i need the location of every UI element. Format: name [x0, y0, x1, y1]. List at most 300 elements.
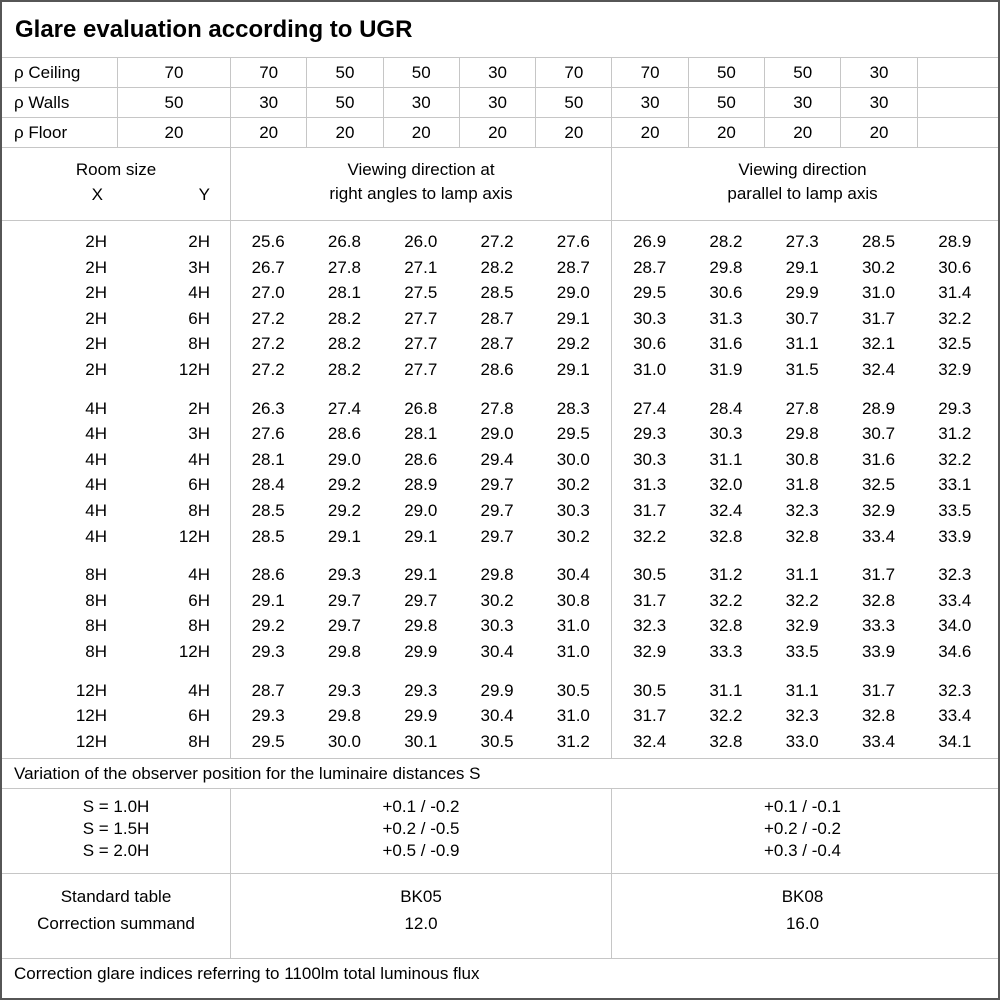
parallel-group-header: [611, 148, 993, 220]
ugr-value-right-angle: 27.8: [480, 398, 514, 418]
ugr-value-right-angle: 27.7: [404, 308, 438, 328]
ugr-value-parallel: 32.2: [709, 706, 743, 726]
ugr-value-right-angle: 27.6: [251, 424, 285, 444]
ugr-value-right-angle: 29.1: [404, 565, 438, 585]
filler-cell: [993, 331, 998, 357]
ugr-value-right-angle: 28.2: [327, 334, 361, 354]
ugr-value-right-angle: 28.5: [251, 500, 285, 520]
ugr-value-right-angle: 29.5: [556, 424, 590, 444]
ugr-value-parallel: 32.9: [938, 359, 972, 379]
reflectance-value: 50: [117, 88, 230, 117]
ugr-value-parallel: 32.2: [938, 308, 972, 328]
ugr-value-parallel: 32.8: [861, 706, 896, 726]
ugr-value-right-angle: 29.2: [556, 334, 590, 354]
ugr-row: [2, 280, 998, 306]
filler-cell: [993, 613, 998, 639]
ugr-value-parallel: 30.7: [861, 424, 896, 444]
room-size-x: 4H: [85, 475, 107, 495]
ugr-value-parallel: 31.7: [861, 565, 896, 585]
ugr-value-parallel: 32.5: [861, 475, 896, 495]
ugr-value-parallel: 30.3: [633, 308, 667, 328]
ugr-value-parallel: 33.4: [938, 706, 972, 726]
ugr-value-right-angle: 27.2: [480, 232, 514, 251]
room-size-y: 6H: [188, 706, 210, 726]
reflectance-value: 30: [764, 88, 840, 117]
ugr-value-right-angle: 30.2: [556, 526, 590, 546]
ugr-value-right-angle: 28.1: [327, 283, 361, 303]
ugr-value-right-angle: 25.6: [251, 232, 285, 251]
room-size-x: 12H: [75, 731, 107, 751]
ugr-value-parallel: 32.0: [709, 475, 743, 495]
variation-value: +0.1 / -0.2: [382, 797, 460, 817]
room-size-header: [2, 148, 230, 220]
ugr-value-right-angle: 30.0: [327, 731, 361, 751]
room-size-y: 3H: [188, 257, 210, 277]
room-size-y: 6H: [188, 475, 210, 495]
filler-cell: [917, 58, 993, 87]
ugr-row: [2, 524, 998, 550]
reflectance-value: 30: [383, 88, 459, 117]
ugr-value-right-angle: 31.0: [556, 641, 590, 661]
ugr-value-right-angle: 29.2: [327, 475, 361, 495]
ugr-row: [2, 229, 998, 255]
ugr-value-right-angle: 27.0: [251, 283, 285, 303]
filler-cell: [993, 421, 998, 447]
right-angle-group-header: [230, 148, 611, 220]
ugr-value-parallel: 30.6: [938, 257, 972, 277]
ugr-value-right-angle: 29.0: [480, 424, 514, 444]
ugr-value-parallel: 32.8: [709, 616, 743, 636]
ugr-value-right-angle: 29.7: [327, 590, 361, 610]
block-spacer: [2, 549, 998, 562]
page-title: Glare evaluation according to UGR: [2, 2, 998, 58]
ugr-value-right-angle: 29.9: [480, 680, 514, 700]
room-size-y: 4H: [188, 565, 210, 585]
ugr-value-parallel: 31.1: [785, 565, 819, 585]
ugr-value-right-angle: 28.1: [404, 424, 438, 444]
ugr-row: [2, 421, 998, 447]
filler-cell: [993, 148, 998, 220]
ugr-value-right-angle: 28.7: [251, 680, 285, 700]
ugr-value-parallel: 32.4: [709, 500, 743, 520]
ugr-value-parallel: 32.8: [709, 526, 743, 546]
x-column-header: X: [91, 185, 103, 204]
ugr-value-parallel: 33.5: [785, 641, 819, 661]
ugr-value-right-angle: 28.4: [251, 475, 285, 495]
reflectance-value: 50: [764, 58, 840, 87]
reflectance-value: 20: [459, 118, 535, 147]
ugr-value-parallel: 29.3: [938, 398, 972, 418]
ugr-value-right-angle: 27.6: [556, 232, 590, 251]
ugr-value-parallel: 27.8: [785, 398, 819, 418]
ugr-value-right-angle: 26.8: [404, 398, 438, 418]
ugr-value-right-angle: 27.1: [404, 257, 438, 277]
filler-cell: [993, 588, 998, 614]
correction-summand-value: 16.0: [785, 914, 820, 934]
ugr-value-parallel: 31.2: [938, 424, 972, 444]
room-size-y: 2H: [188, 232, 210, 251]
reflectance-value: 30: [459, 88, 535, 117]
ugr-value-right-angle: 30.2: [480, 590, 514, 610]
ugr-value-right-angle: 28.7: [480, 308, 514, 328]
room-size-y: 6H: [188, 308, 210, 328]
room-size-y: 12H: [178, 526, 210, 546]
ugr-value-right-angle: 28.6: [327, 424, 361, 444]
ugr-value-right-angle: 27.2: [251, 308, 285, 328]
ugr-value-parallel: 30.5: [633, 680, 667, 700]
reflectance-value: 20: [383, 118, 459, 147]
ugr-value-right-angle: 28.6: [404, 449, 438, 469]
column-divider: [230, 221, 231, 758]
room-size-y: 4H: [188, 449, 210, 469]
ugr-value-parallel: 31.6: [861, 449, 896, 469]
ugr-value-parallel: 32.3: [938, 565, 972, 585]
ugr-value-right-angle: 29.3: [251, 641, 285, 661]
room-size-x: 4H: [85, 500, 107, 520]
room-size-x: 2H: [85, 232, 107, 251]
ugr-value-parallel: 30.2: [861, 257, 896, 277]
ugr-value-parallel: 31.7: [633, 500, 667, 520]
reflectance-value: 20: [688, 118, 764, 147]
room-size-y: 3H: [188, 424, 210, 444]
ugr-value-parallel: 28.7: [633, 257, 667, 277]
reflectance-value: 20: [306, 118, 382, 147]
ugr-value-parallel: 29.1: [785, 257, 819, 277]
ugr-value-right-angle: 29.8: [480, 565, 514, 585]
ugr-value-right-angle: 27.2: [251, 334, 285, 354]
ugr-value-parallel: 32.2: [938, 449, 972, 469]
ugr-value-parallel: 32.4: [861, 359, 896, 379]
room-size-x: 4H: [85, 424, 107, 444]
ugr-value-parallel: 30.8: [785, 449, 819, 469]
ugr-value-parallel: 29.5: [633, 283, 667, 303]
room-size-x: 4H: [85, 526, 107, 546]
group-header-line: right angles to lamp axis: [329, 184, 513, 203]
ugr-value-right-angle: 29.4: [480, 449, 514, 469]
reflectance-value: 50: [688, 58, 764, 87]
filler-cell: [993, 729, 998, 755]
ugr-value-parallel: 32.3: [785, 500, 819, 520]
correction-summand-value: 12.0: [404, 914, 438, 934]
ugr-row: [2, 357, 998, 383]
ugr-value-right-angle: 29.7: [480, 475, 514, 495]
reflectance-value: 50: [688, 88, 764, 117]
ugr-value-parallel: 29.9: [785, 283, 819, 303]
filler-cell: [993, 229, 998, 255]
ugr-value-right-angle: 29.2: [251, 616, 285, 636]
ugr-value-right-angle: 27.8: [327, 257, 361, 277]
ugr-value-parallel: 31.6: [709, 334, 743, 354]
ugr-value-right-angle: 29.3: [327, 565, 361, 585]
ugr-value-parallel: 34.0: [938, 616, 972, 636]
filler-cell: [993, 357, 998, 383]
reflectance-value: 20: [230, 118, 306, 147]
ugr-value-right-angle: 29.8: [327, 641, 361, 661]
ugr-value-right-angle: 29.7: [404, 590, 438, 610]
ugr-value-parallel: 30.3: [709, 424, 743, 444]
ugr-value-parallel: 31.9: [709, 359, 743, 379]
ugr-value-right-angle: 28.2: [327, 359, 361, 379]
reflectance-value: 20: [611, 118, 687, 147]
variation-value: +0.3 / -0.4: [763, 841, 842, 861]
filler-cell: [917, 88, 993, 117]
room-size-x: 12H: [75, 706, 107, 726]
filler-cell: [993, 396, 998, 422]
room-size-x: 2H: [85, 283, 107, 303]
standard-table-value: BK08: [781, 887, 824, 907]
observer-variation-section: [2, 789, 998, 874]
reflectance-value: 30: [840, 88, 916, 117]
ugr-value-right-angle: 28.2: [327, 308, 361, 328]
room-size-y: 4H: [188, 283, 210, 303]
ugr-value-parallel: 31.3: [709, 308, 743, 328]
ugr-value-right-angle: 29.1: [327, 526, 361, 546]
ugr-value-right-angle: 30.5: [556, 680, 590, 700]
ugr-value-parallel: 32.3: [785, 706, 819, 726]
ugr-value-right-angle: 28.5: [480, 283, 514, 303]
variation-right-angle-values: [230, 789, 611, 873]
room-size-y: 2H: [188, 398, 210, 418]
reflectance-value: 20: [840, 118, 916, 147]
ugr-value-right-angle: 29.9: [404, 641, 438, 661]
variation-parallel-values: [611, 789, 993, 873]
room-size-y: 4H: [188, 680, 210, 700]
ugr-value-parallel: 33.4: [861, 731, 896, 751]
ugr-value-parallel: 28.9: [938, 232, 972, 251]
ugr-value-parallel: 29.8: [709, 257, 743, 277]
table-header: [2, 148, 998, 221]
reflectance-row: [2, 88, 998, 118]
ugr-value-right-angle: 29.7: [327, 616, 361, 636]
ugr-value-right-angle: 30.8: [556, 590, 590, 610]
ugr-value-right-angle: 29.1: [404, 526, 438, 546]
filler-cell: [993, 639, 998, 665]
room-size-y: 12H: [178, 359, 210, 379]
standard-right-angle-values: [230, 874, 611, 958]
ugr-value-parallel: 32.8: [785, 526, 819, 546]
ugr-value-right-angle: 28.3: [556, 398, 590, 418]
room-size-x: 2H: [85, 334, 107, 354]
standard-labels: [2, 874, 230, 958]
standard-table-value: BK05: [400, 887, 442, 907]
footer-note: Correction glare indices referring to 1100lm total luminous flux: [14, 964, 480, 984]
ugr-value-right-angle: 26.3: [251, 398, 285, 418]
xy-header-row: [2, 182, 230, 208]
reflectance-value: 30: [230, 88, 306, 117]
ugr-value-right-angle: 28.6: [251, 565, 285, 585]
ugr-value-parallel: 30.3: [633, 449, 667, 469]
ugr-value-parallel: 26.9: [633, 232, 667, 251]
ugr-value-right-angle: 29.0: [404, 500, 438, 520]
ugr-value-parallel: 31.3: [633, 475, 667, 495]
filler-cell: [993, 874, 998, 958]
s-label: S = 1.0H: [82, 797, 150, 817]
variation-value: +0.2 / -0.2: [763, 819, 842, 839]
ugr-value-right-angle: 29.3: [251, 706, 285, 726]
ugr-value-parallel: 33.9: [938, 526, 972, 546]
ugr-value-right-angle: 31.0: [556, 616, 590, 636]
ugr-value-right-angle: 27.7: [404, 359, 438, 379]
ugr-value-parallel: 31.5: [785, 359, 819, 379]
ugr-value-parallel: 33.3: [709, 641, 743, 661]
ugr-value-parallel: 33.9: [861, 641, 896, 661]
reflectance-value: 20: [535, 118, 611, 147]
reflectance-value: 70: [535, 58, 611, 87]
ugr-value-right-angle: 28.9: [404, 475, 438, 495]
room-size-x: 8H: [85, 590, 107, 610]
ugr-value-right-angle: 29.8: [327, 706, 361, 726]
room-size-x: 12H: [75, 680, 107, 700]
ugr-value-right-angle: 30.4: [556, 565, 590, 585]
ugr-values-section: [2, 221, 998, 759]
filler-cell: [993, 678, 998, 704]
ugr-value-parallel: 29.8: [785, 424, 819, 444]
ugr-value-parallel: 34.1: [938, 731, 972, 751]
reflectance-value: 20: [764, 118, 840, 147]
room-size-x: 8H: [85, 616, 107, 636]
filler-cell: [993, 524, 998, 550]
filler-cell: [993, 562, 998, 588]
ugr-value-right-angle: 29.5: [251, 731, 285, 751]
correction-summand-label: Correction summand: [37, 914, 195, 934]
standard-table-section: [2, 874, 998, 959]
group-header-line: Viewing direction at: [347, 160, 495, 179]
ugr-value-parallel: 32.5: [938, 334, 972, 354]
ugr-value-parallel: 33.0: [785, 731, 819, 751]
reflectance-row: [2, 118, 998, 148]
ugr-value-parallel: 31.0: [633, 359, 667, 379]
ugr-value-parallel: 32.8: [861, 590, 896, 610]
ugr-value-parallel: 31.8: [785, 475, 819, 495]
ugr-row: [2, 472, 998, 498]
ugr-value-right-angle: 28.6: [480, 359, 514, 379]
standard-table-label: Standard table: [60, 887, 172, 907]
filler-cell: [993, 472, 998, 498]
ugr-value-right-angle: 30.1: [404, 731, 438, 751]
ugr-value-parallel: 32.3: [633, 616, 667, 636]
ugr-value-parallel: 33.4: [938, 590, 972, 610]
ugr-value-right-angle: 27.5: [404, 283, 438, 303]
room-size-y: 8H: [188, 616, 210, 636]
ugr-value-right-angle: 29.1: [251, 590, 285, 610]
ugr-value-parallel: 32.8: [709, 731, 743, 751]
room-size-x: 2H: [85, 308, 107, 328]
reflectance-value: 50: [306, 58, 382, 87]
ugr-value-parallel: 27.4: [633, 398, 667, 418]
ugr-value-right-angle: 29.0: [327, 449, 361, 469]
room-size-x: 4H: [85, 449, 107, 469]
room-size-x: 8H: [85, 641, 107, 661]
filler-cell: [993, 789, 998, 873]
block-spacer: [2, 665, 998, 678]
ugr-value-right-angle: 26.0: [404, 232, 438, 251]
ugr-value-right-angle: 29.0: [556, 283, 590, 303]
variation-value: +0.2 / -0.5: [382, 819, 460, 839]
ugr-value-right-angle: 31.0: [556, 706, 590, 726]
ugr-value-parallel: 32.2: [709, 590, 743, 610]
ugr-value-parallel: 32.1: [861, 334, 896, 354]
ugr-value-right-angle: 30.2: [556, 475, 590, 495]
ugr-row: [2, 729, 998, 755]
ugr-value-parallel: 30.6: [633, 334, 667, 354]
reflectance-label: ρ Ceiling: [14, 63, 81, 82]
reflectance-row: [2, 58, 998, 88]
reflectance-value: 50: [306, 88, 382, 117]
s-label: S = 2.0H: [82, 841, 150, 861]
reflectance-label: ρ Walls: [14, 93, 70, 112]
ugr-value-parallel: 32.9: [861, 500, 896, 520]
reflectance-value: 70: [230, 58, 306, 87]
ugr-value-parallel: 32.9: [785, 616, 819, 636]
reflectance-value: 50: [535, 88, 611, 117]
filler-cell: [993, 280, 998, 306]
standard-parallel-values: [611, 874, 993, 958]
ugr-row: [2, 396, 998, 422]
room-size-y: 6H: [188, 590, 210, 610]
reflectance-section: [2, 58, 998, 148]
ugr-value-right-angle: 29.3: [404, 680, 438, 700]
ugr-row: [2, 588, 998, 614]
ugr-row: [2, 562, 998, 588]
ugr-value-parallel: 32.4: [633, 731, 667, 751]
y-column-header: Y: [198, 185, 210, 204]
filler-cell: [993, 306, 998, 332]
reflectance-label: ρ Floor: [14, 123, 68, 142]
ugr-row: [2, 703, 998, 729]
reflectance-value: 30: [459, 58, 535, 87]
ugr-value-right-angle: 30.3: [480, 616, 514, 636]
ugr-value-right-angle: 28.7: [480, 334, 514, 354]
variation-value: +0.5 / -0.9: [382, 841, 460, 861]
ugr-row: [2, 498, 998, 524]
room-size-label: Room size: [75, 160, 157, 179]
room-size-x: 4H: [85, 398, 107, 418]
ugr-value-right-angle: 29.8: [404, 616, 438, 636]
ugr-value-parallel: 31.4: [938, 283, 972, 303]
ugr-value-parallel: 31.2: [709, 565, 743, 585]
reflectance-value: 30: [611, 88, 687, 117]
ugr-value-parallel: 31.7: [861, 680, 896, 700]
filler-cell: [993, 498, 998, 524]
s-distance-labels: [2, 789, 230, 873]
ugr-value-parallel: 31.7: [861, 308, 896, 328]
ugr-value-parallel: 32.2: [633, 526, 667, 546]
room-size-y: 12H: [178, 641, 210, 661]
room-size-y: 8H: [188, 500, 210, 520]
ugr-row: [2, 678, 998, 704]
ugr-value-right-angle: 29.3: [327, 680, 361, 700]
filler-cell: [917, 118, 993, 147]
ugr-value-parallel: 33.5: [938, 500, 972, 520]
ugr-value-right-angle: 28.2: [480, 257, 514, 277]
room-size-y: 8H: [188, 731, 210, 751]
ugr-row: [2, 255, 998, 281]
ugr-value-right-angle: 26.7: [251, 257, 285, 277]
reflectance-value: 70: [611, 58, 687, 87]
ugr-value-parallel: 28.5: [861, 232, 896, 251]
ugr-value-right-angle: 27.7: [404, 334, 438, 354]
ugr-value-parallel: 31.1: [785, 680, 819, 700]
ugr-value-parallel: 31.7: [633, 706, 667, 726]
ugr-value-right-angle: 29.1: [556, 308, 590, 328]
ugr-row: [2, 613, 998, 639]
ugr-row: [2, 306, 998, 332]
ugr-value-parallel: 33.4: [861, 526, 896, 546]
variation-note: Variation of the observer position for the luminaire distances S: [2, 759, 998, 789]
room-size-y: 8H: [188, 334, 210, 354]
ugr-value-right-angle: 29.7: [480, 500, 514, 520]
ugr-value-right-angle: 28.1: [251, 449, 285, 469]
